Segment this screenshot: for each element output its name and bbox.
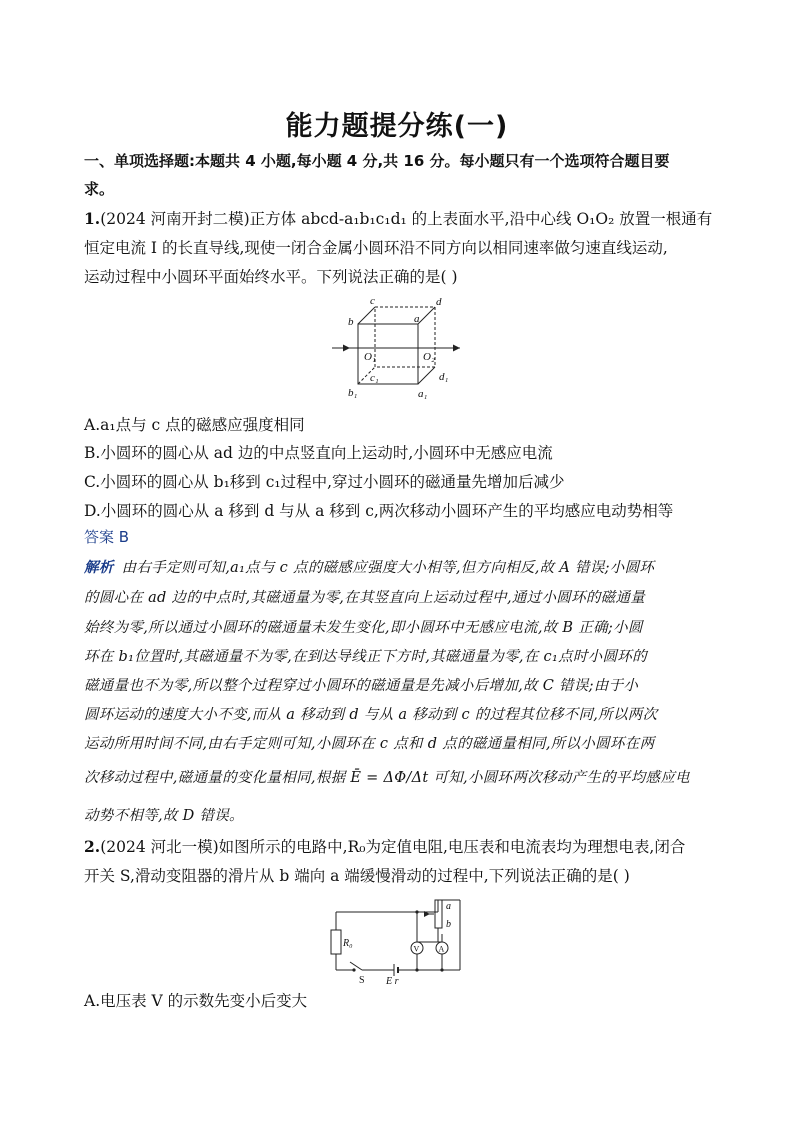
- label-v: V: [413, 944, 420, 954]
- label-s: S: [359, 975, 365, 985]
- switch-s: [350, 962, 362, 970]
- explanation-text-1: 由右手定则可知,a₁点与 c 点的磁感应强度大小相等,但方向相反,故 A 错误;小圆环: [121, 560, 655, 576]
- section-header-line-2: 求。: [84, 180, 115, 198]
- q1-option-a: A.a₁点与 c 点的磁感应强度相同: [84, 416, 305, 434]
- answer-label: 答案: [84, 528, 115, 546]
- q1-explanation-line-5: 磁通量也不为零,所以整个过程穿过小圆环的磁通量是先减小后增加,故 C 错误;由于小: [84, 678, 639, 694]
- resistor-r0: [331, 930, 341, 954]
- q1-stem-line-1: [84, 207, 714, 229]
- wire-arrow-right-icon: [453, 345, 460, 352]
- cube-edge-ad: [418, 307, 435, 324]
- label-o1: O₁: [364, 351, 376, 363]
- q1-stem-line-3: 运动过程中小圆环平面始终水平。下列说法正确的是( ): [84, 268, 458, 286]
- q1-explanation-line-8: 次移动过程中,磁通量的变化量相同,根据 Ē = ΔΦ/Δt 可知,小圆环两次移动产生的平均感应电: [84, 770, 690, 786]
- label-a: a: [414, 313, 420, 325]
- label-c: c: [370, 295, 375, 307]
- cube-edge-bc: [358, 307, 375, 324]
- q1-explanation-line-4: 环在 b₁位置时,其磁通量不为零,在到达导线正下方时,其磁通量为零,在 c₁点时小圆环的: [84, 649, 647, 665]
- label-er: E r: [386, 976, 399, 985]
- page-title: 能力题提分练(一): [285, 111, 509, 142]
- label-ammeter: A: [438, 944, 445, 954]
- q1-stem-line-2: 恒定电流 I 的长直导线,现使一闭合金属小圆环沿不同方向以相同速率做匀速直线运动,: [84, 239, 668, 257]
- q1-explanation-line-7: 运动所用时间不同,由右手定则可知,小圆环在 c 点和 d 点的磁通量相同,所以小圆环在两: [84, 736, 655, 752]
- label-o2: O₂: [423, 351, 435, 363]
- cube-edge-a1d1: [418, 367, 435, 384]
- label-b-end: b: [446, 919, 451, 930]
- q2-option-a: A.电压表 V 的示数先变小后变大: [84, 992, 308, 1010]
- q1-option-b: B.小圆环的圆心从 ad 边的中点竖直向上运动时,小圆环中无感应电流: [84, 444, 553, 462]
- label-d1: d₁: [439, 371, 449, 383]
- q1-answer: [84, 526, 714, 547]
- q1-stem-text-1: (2024 河南开封二模)正方体 abcd-a₁b₁c₁d₁ 的上表面水平,沿中心线 O₁O₂ 放置一根通有: [100, 210, 713, 228]
- q1-number: 1.: [84, 209, 101, 228]
- label-b1: b₁: [348, 387, 358, 399]
- q2-stem-line-2: 开关 S,滑动变阻器的滑片从 b 端向 a 端缓慢滑动的过程中,下列说法正确的是( ): [84, 867, 630, 885]
- explanation-label: 解析: [84, 560, 114, 576]
- label-r0: R₀: [343, 938, 353, 949]
- q1-explanation-line-6: 圆环运动的速度大小不变,而从 a 移动到 d 与从 a 移动到 c 的过程其位移不同,所以两次: [84, 707, 658, 723]
- answer-value: B: [118, 528, 130, 546]
- q2-stem-text-1: (2024 河北一模)如图所示的电路中,R₀为定值电阻,电压表和电流表均为理想电表,闭合: [100, 838, 686, 856]
- q1-explanation-line-9: 动势不相等,故 D 错误。: [84, 808, 244, 824]
- q2-stem-line-1: [84, 835, 714, 857]
- circuit-figure: [326, 890, 466, 985]
- q1-explanation-line-1: [84, 556, 714, 577]
- q1-explanation-line-3: 始终为零,所以通过小圆环的磁通量未发生变化,即小圆环中无感应电流,故 B 正确;小圆: [84, 620, 643, 636]
- q1-option-c: C.小圆环的圆心从 b₁移到 c₁过程中,穿过小圆环的磁通量先增加后减少: [84, 473, 565, 491]
- label-a-end: a: [446, 901, 451, 912]
- label-d: d: [436, 296, 442, 308]
- label-a1: a₁: [418, 388, 428, 400]
- cube-figure: [330, 292, 465, 404]
- q1-option-d: D.小圆环的圆心从 a 移到 d 与从 a 移到 c,两次移动小圆环产生的平均感应电动势相等: [84, 502, 674, 520]
- label-b: b: [348, 316, 354, 328]
- q1-explanation-line-2: 的圆心在 ad 边的中点时,其磁通量为零,在其竖直向上运动过程中,通过小圆环的磁通量: [84, 590, 646, 606]
- wire-arrow-left-icon: [343, 345, 350, 352]
- label-c1: c₁: [370, 372, 379, 384]
- q2-number: 2.: [84, 837, 101, 856]
- section-header-line-1: 一、单项选择题:本题共 4 小题,每小题 4 分,共 16 分。每小题只有一个选项符合题目要: [84, 152, 670, 170]
